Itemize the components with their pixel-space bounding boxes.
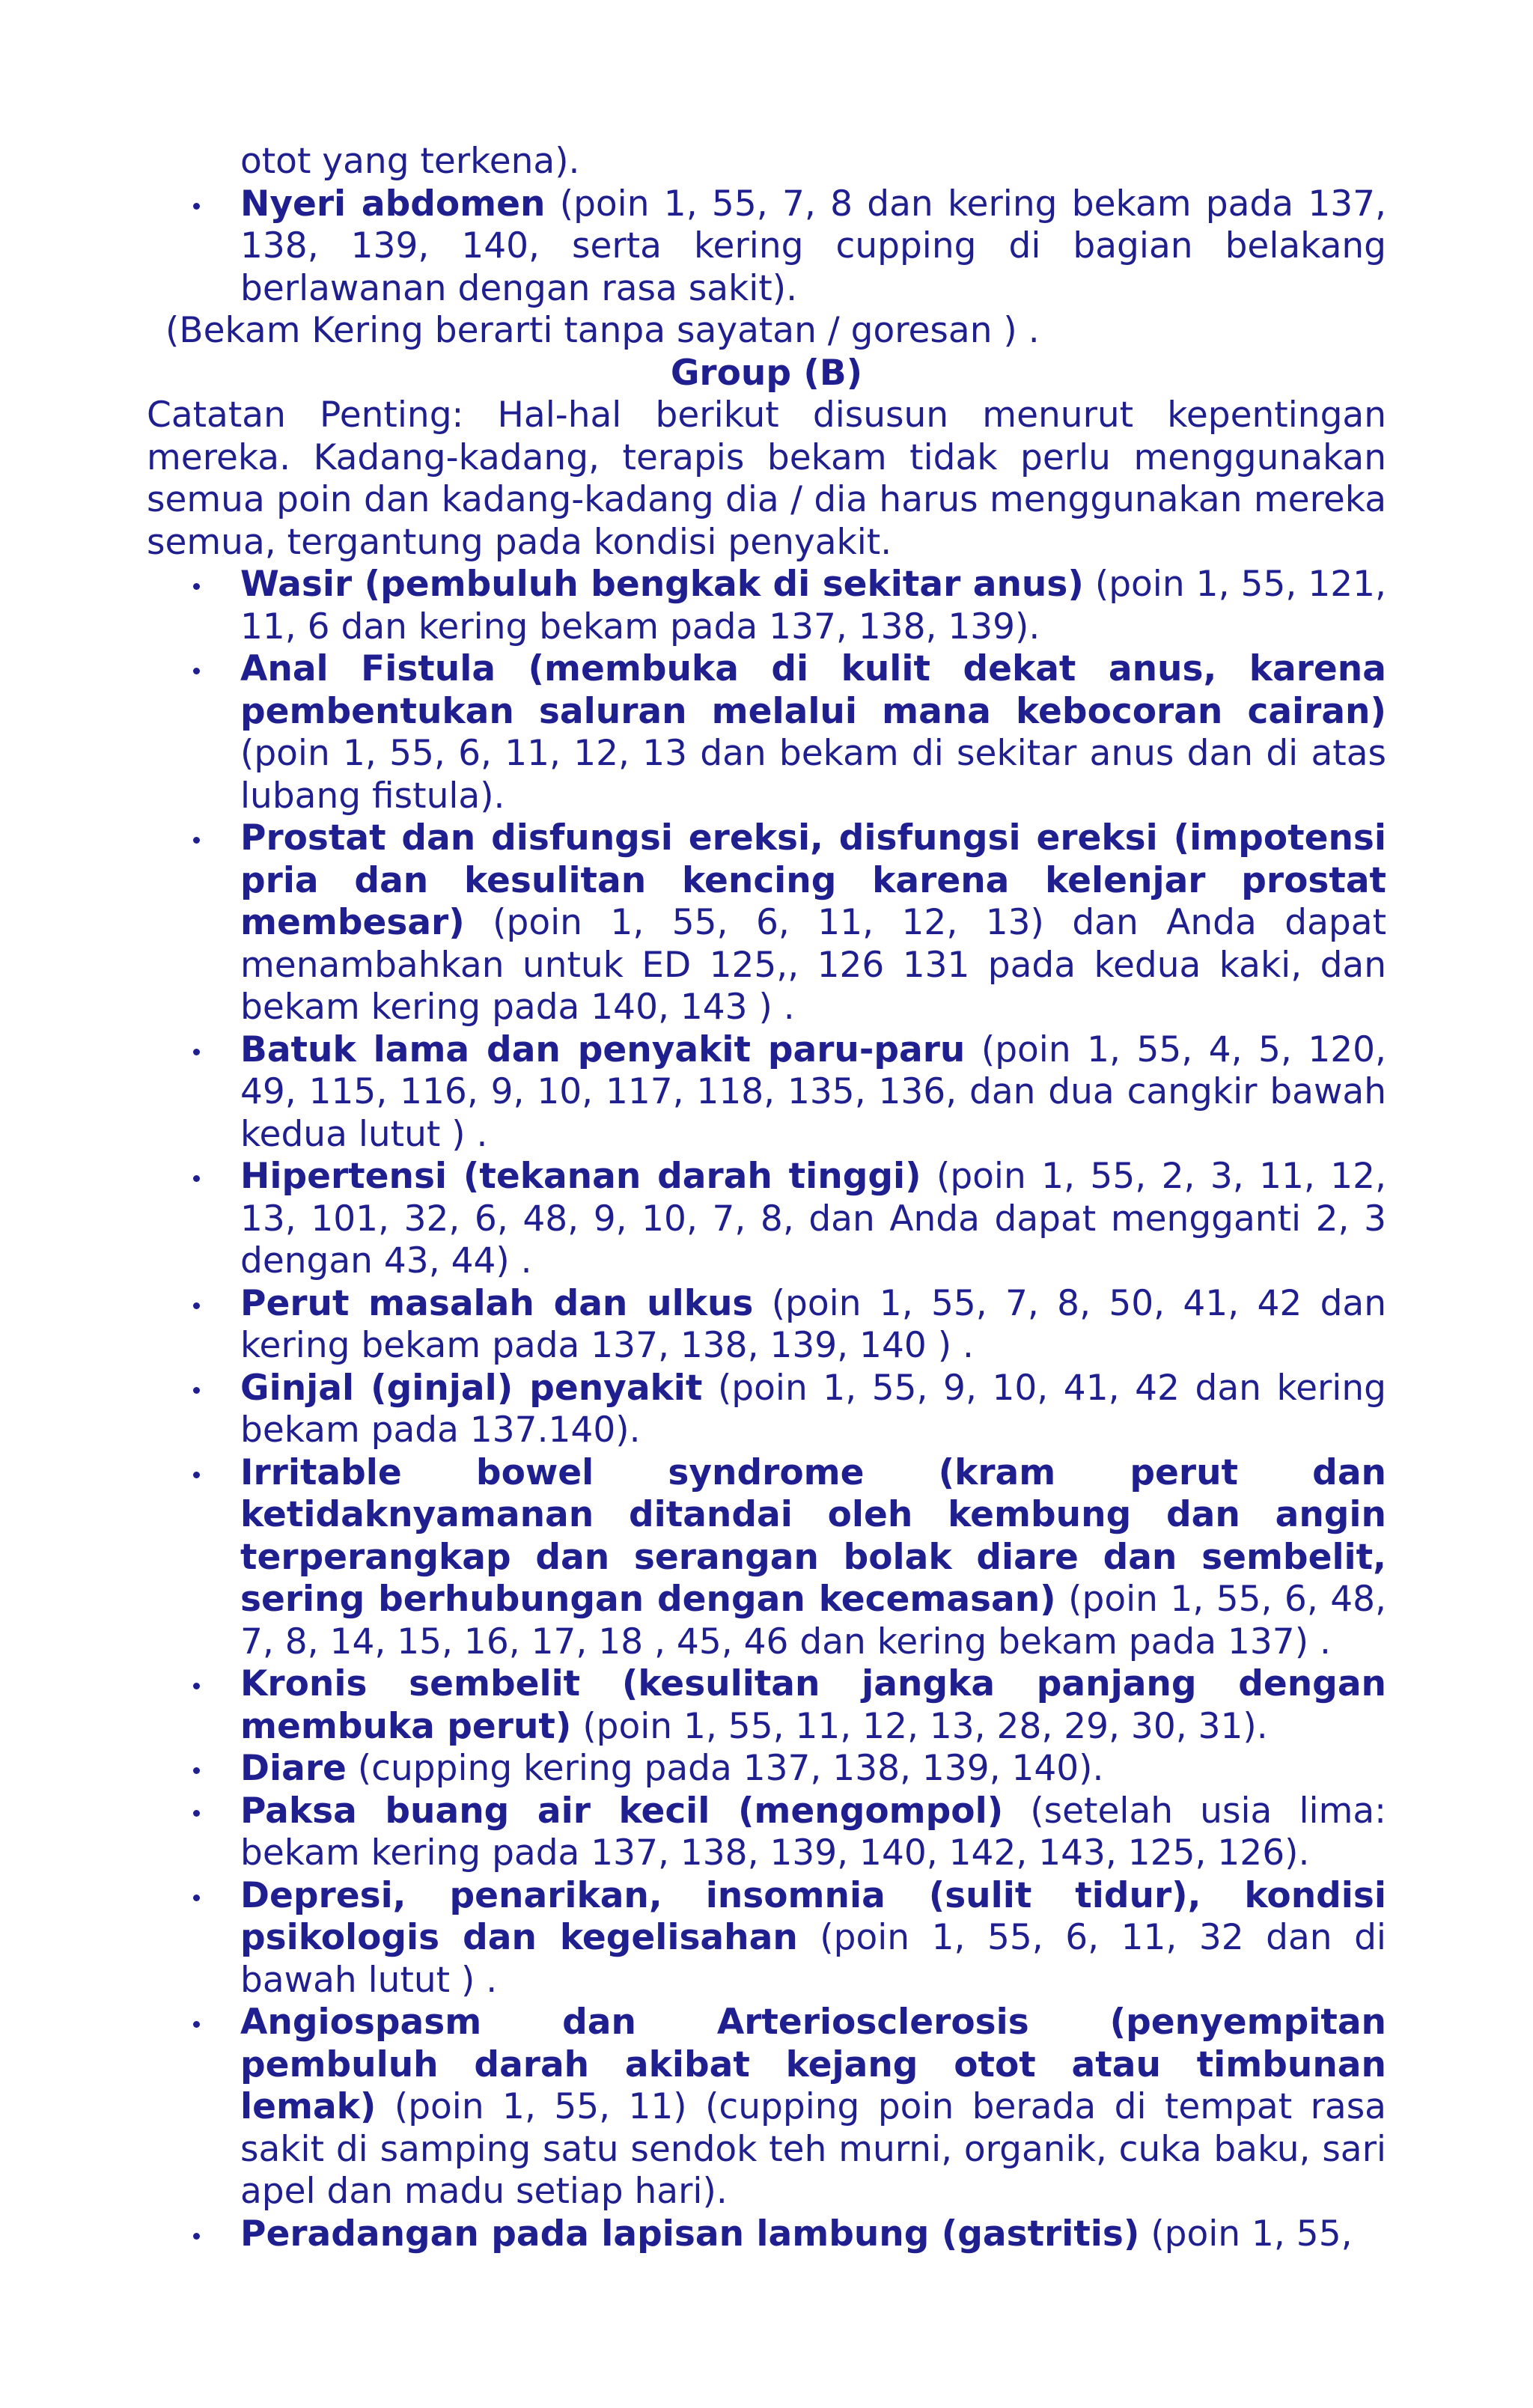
group-heading: Group (B) (670, 352, 863, 394)
bullet-icon (193, 1387, 200, 1394)
item-text: (poin 1, 55, 121, 11, 6 dan kering bekam pada 137, 138, 139). (240, 564, 1386, 647)
item-text: (poin 1, 55, 6, 11, 12, 13) dan Anda dapat menambahkan untuk ED 125,, 126 131 pada kedua kaki, dan bekam kering pada 140, 143 ) . (240, 902, 1386, 1028)
list-item (147, 1156, 1386, 1283)
item-text: (poin 1, 55, 6, 48, 7, 8, 14, 15, 16, 17, 18 , 45, 46 dan kering bekam pada 137) . (240, 1579, 1386, 1662)
bullet-icon (193, 1683, 200, 1689)
item-text: (poin 1, 55, 11) (cupping poin berada di tempat rasa sakit di samping satu sendok teh murni, organik, cuka baku, sari apel dan madu setiap hari). (240, 2086, 1386, 2212)
bullet-icon (193, 668, 200, 674)
item-title: Prostat dan disfungsi ereksi, disfungsi ereksi (impotensi pria dan kesulitan kencing karena kelenjar prostat membesar) (240, 817, 1386, 943)
item-title: Wasir (pembuluh bengkak di sekitar anus) (240, 564, 1084, 605)
list-item (147, 1875, 1386, 2002)
item-text: (poin 1, 55, 6, 11, 32 dan di bawah lutut ) . (240, 1917, 1386, 2001)
bullet-icon (193, 1049, 200, 1055)
list-item (147, 817, 1386, 1029)
intro-paragraph: Catatan Penting: Hal-hal berikut disusun menurut kepentingan mereka. Kadang-kadang, terapis bekam tidak perlu menggunakan semua poin dan kadang-kadang dia / dia harus menggunakan mereka semua, tergantung pada kondisi penyakit. (147, 394, 1386, 563)
list-item (147, 1283, 1386, 1368)
bullet-icon (193, 1895, 200, 1901)
list-item (147, 1748, 1386, 1790)
item-title: Paksa buang air kecil (mengompol) (240, 1790, 1004, 1832)
item-title: Diare (240, 1748, 347, 1789)
list-item (147, 564, 1386, 648)
dry-cupping-note: (Bekam Kering berarti tanpa sayatan / goresan ) . (165, 310, 1040, 351)
item-text: (poin 1, 55, 11, 12, 13, 28, 29, 30, 31). (571, 1705, 1268, 1747)
list-item (147, 1663, 1386, 1748)
item-title: Depresi, penarikan, insomnia (sulit tidur), kondisi psikologis dan kegelisahan (240, 1874, 1386, 1958)
bullet-icon (193, 1767, 200, 1774)
item-title: Hipertensi (tekanan darah tinggi) (240, 1156, 921, 1197)
item-title: Peradangan pada lapisan lambung (gastritis) (240, 2213, 1140, 2255)
list-item (147, 183, 1386, 311)
bullet-icon (193, 583, 200, 590)
item-text: (poin 1, 55, 2, 3, 11, 12, 13, 101, 32, 6, 48, 9, 10, 7, 8, dan Anda dapat mengganti 2, 3 dengan 43, 44) . (240, 1156, 1386, 1281)
list-item (147, 1790, 1386, 1875)
bullet-icon (193, 1175, 200, 1182)
bullet-icon (193, 2021, 200, 2028)
document-page (147, 141, 1386, 2255)
item-text: (setelah usia lima: bekam kering pada 137, 138, 139, 140, 142, 143, 125, 126). (240, 1790, 1386, 1874)
list-item (147, 1452, 1386, 1664)
condition-list (147, 564, 1386, 2255)
bullet-icon (193, 2233, 200, 2240)
list-item (147, 2002, 1386, 2213)
item-text: (poin 1, 55, 4, 5, 120, 49, 115, 116, 9, 10, 117, 118, 135, 136, dan dua cangkir bawah kedua lutut ) . (240, 1028, 1386, 1155)
list-item (147, 1029, 1386, 1156)
bullet-icon (193, 203, 200, 210)
list-item (147, 648, 1386, 817)
item-title: Anal Fistula (membuka di kulit dekat anus, karena pembentukan saluran melalui mana kebocoran cairan) (240, 648, 1386, 732)
item-text: (poin 1, 55, 6, 11, 12, 13 dan bekam di sekitar anus dan di atas lubang fistula). (240, 733, 1386, 817)
item-title: Kronis sembelit (kesulitan jangka panjang dengan membuka perut) (240, 1663, 1386, 1747)
continuation-text: otot yang terkena). (240, 141, 580, 182)
bullet-icon (193, 837, 200, 844)
bullet-icon (193, 1302, 200, 1309)
item-title: Ginjal (ginjal) penyakit (240, 1367, 703, 1409)
item-title: Irritable bowel syndrome (kram perut dan ketidaknyamanan ditandai oleh kembung dan angin terperangkap dan serangan bolak diare dan sembelit, sering berhubungan dengan kecemasan) (240, 1451, 1386, 1620)
top-bullet-list (147, 183, 1386, 311)
item-title: Nyeri abdomen (240, 183, 546, 225)
item-text: (poin 1, 55, (1139, 2213, 1353, 2255)
item-title: Batuk lama dan penyakit paru-paru (240, 1028, 966, 1070)
item-title: Angiospasm dan Arteriosclerosis (penyempitan pembuluh darah akibat kejang otot atau timbunan lemak) (240, 2002, 1386, 2127)
item-text: (poin 1, 55, 7, 8, 50, 41, 42 dan kering bekam pada 137, 138, 139, 140 ) . (240, 1282, 1386, 1366)
item-text: (cupping kering pada 137, 138, 139, 140). (346, 1748, 1104, 1789)
item-text: (poin 1, 55, 7, 8 dan kering bekam pada 137, 138, 139, 140, serta kering cupping di bagian belakang berlawanan dengan rasa sakit). (240, 183, 1386, 309)
list-item (147, 2213, 1386, 2256)
list-item (147, 1368, 1386, 1452)
bullet-icon (193, 1810, 200, 1817)
bullet-icon (193, 1472, 200, 1478)
item-text: (poin 1, 55, 9, 10, 41, 42 dan kering bekam pada 137.140). (240, 1367, 1386, 1451)
item-title: Perut masalah dan ulkus (240, 1282, 754, 1324)
